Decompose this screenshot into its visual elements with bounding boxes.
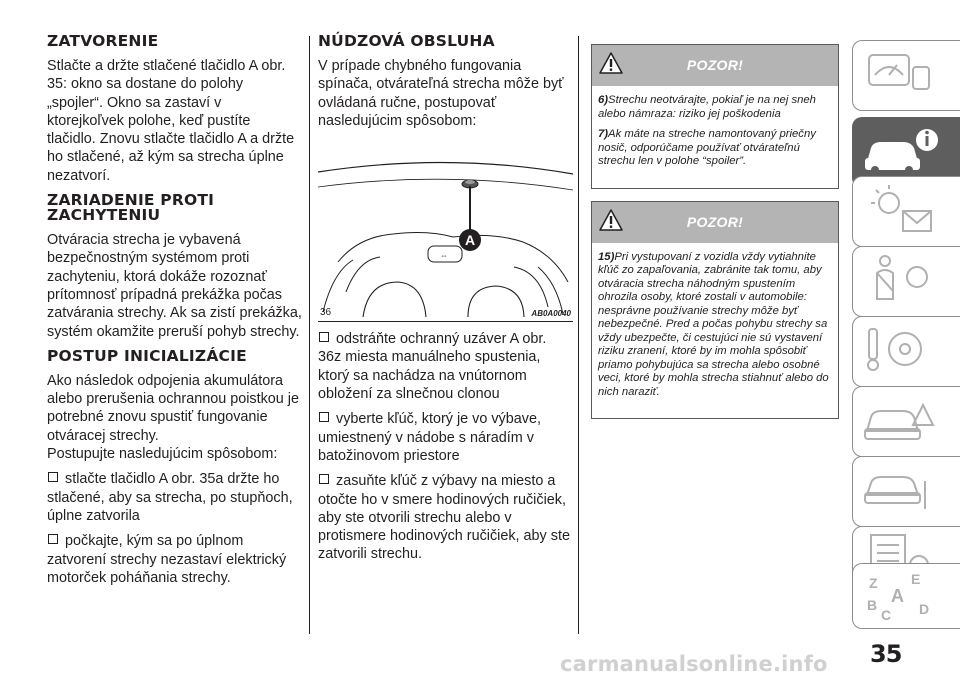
warning-body (592, 243, 838, 419)
column-right (591, 44, 839, 431)
warning-item: 15)Pri vystupovaní z vozidla vždy vytiahnite kľúč zo zapaľovania, zabránite tak tomu, aby otváracia strecha náhodným spustením ohrozila osoby, ktoré zostali v automobile: nesprávne používanie strechy môže byť nebezpečné. Pred a počas pohybu strechy sa vždy ubezpečte, či cestujúci nie sú vystavení riziku zranení, ktoré by im mohla spôsobiť priamo pohybujúca sa strecha alebo osobné veci, ktoré by mohla strecha stiahnuť alebo do nich naraziť. (598, 250, 829, 398)
warning-header (592, 202, 838, 243)
car-breakdown-icon (861, 391, 941, 451)
watermark: carmanualsonline.info (560, 652, 828, 676)
lights-mail-icon (861, 181, 941, 241)
list-item: počkajte, kým sa po úplnom zatvorení strechy nezastaví elektrický motorček poháňania strechy. (47, 533, 287, 586)
bullet-square-icon (319, 332, 329, 342)
list-item: vyberte kľúč, ktorý je vo výbave, umiestnený v nádobe s náradím v batožinovom priestore (318, 411, 541, 464)
figure-code: AB0A0040 (531, 309, 571, 319)
column-left (47, 34, 302, 587)
warning-title: POZOR! (686, 57, 744, 73)
column-divider (578, 36, 579, 634)
car-info-icon (861, 122, 941, 182)
tab-lights-mail[interactable] (852, 176, 960, 247)
car-jack-icon (861, 461, 941, 521)
svg-text:C: C (881, 607, 892, 623)
anti-pinch-text: Otváracia strecha je vybavená bezpečnostným systémom proti zachyteniu, ktorá dokáže rozoznať prítomnosť prípadná prekážka počas zatvárania strechy. Ak sa zistí prekážka, systém okamžite preruší pohyb strechy. (47, 232, 302, 340)
svg-text:Z: Z (869, 575, 878, 591)
warning-item: 6)Strechu neotvárajte, pokiaľ je na nej sneh alebo námraza: riziko jej poškodenia (598, 94, 816, 120)
tab-maintenance[interactable] (852, 456, 960, 527)
tab-safety[interactable] (852, 246, 960, 317)
warning-title: POZOR! (686, 213, 744, 230)
initialization-text: Ako následok odpojenia akumulátora alebo prerušenia ochrannou poistkou je potrebné znovu spustiť fungovanie otváracej strechy. (47, 372, 300, 444)
warning-box (591, 44, 839, 189)
section-title-anti-pinch-1: ZARIADENIE PROTI (47, 191, 215, 210)
svg-text:D: D (919, 601, 930, 617)
list-item: stlačte tlačidlo A obr. 35a držte ho stlačené, aby sa strecha, po stupňoch, úplne zatvorila (47, 471, 293, 524)
seatbelt-airbag-icon (861, 251, 941, 311)
bullet-square-icon (48, 534, 58, 544)
alphabet-index-icon (861, 568, 941, 624)
callout-a: A (465, 232, 476, 249)
figure-sunroof-manual (318, 142, 573, 322)
bullet-square-icon (319, 412, 329, 422)
roof-interior-illustration (318, 142, 573, 322)
list-item: odstráňte ochranný uzáver A obr. 36z miesta manuálneho spustenia, ktorý sa nachádza na vnútornom obložení za slnečnou clonou (318, 331, 547, 403)
column-middle (318, 34, 573, 564)
section-title-anti-pinch-2: ZACHYTENIU (47, 206, 161, 225)
bullet-square-icon (48, 472, 58, 482)
closing-text: Stlačte a držte stlačené tlačidlo A obr. 35: okno sa dostane do polohy „spojler“. Okno sa zastaví v ktorejkoľvek polohe, keď pustíte tlačidlo. Znovu stlačte tlačidlo A a držte ho stlačené, až kým sa strecha úplne nezatvorí. (47, 58, 295, 184)
tab-driving[interactable] (852, 316, 960, 387)
bullet-square-icon (319, 474, 329, 484)
initialization-text-2: Postupujte nasledujúcim spôsobom: (47, 446, 278, 463)
tab-index[interactable] (852, 563, 960, 629)
section-title-closing: ZATVORENIE (47, 32, 159, 50)
svg-text:B: B (867, 597, 878, 613)
dashboard-icon (861, 45, 941, 105)
warning-box (591, 201, 839, 420)
list-item: zasuňte kľúč z výbavy na miesto a otočte ho v smere hodinových ručičiek, aby ste otvorili strechu alebo v protismere hodinových ručičiek, aby ste zatvorili strechu. (318, 473, 570, 563)
warning-header (592, 45, 838, 86)
emergency-intro: V prípade chybného fungovania spínača, otvárateľná strecha môže byť ovládaná ručne, postupovať nasledujúcim spôsobom: (318, 58, 564, 129)
tab-breakdown[interactable] (852, 386, 960, 457)
section-title-initialization: POSTUP INICIALIZÁCIE (47, 346, 247, 365)
steering-key-icon (861, 321, 941, 381)
warning-body (592, 86, 838, 188)
column-divider (309, 36, 310, 634)
section-title-emergency: NÚDZOVÁ OBSLUHA (318, 32, 495, 50)
page-number: 35 (870, 640, 902, 668)
tab-dashboard[interactable] (852, 40, 960, 111)
figure-number: 36 (320, 307, 332, 319)
svg-text:E: E (911, 571, 921, 587)
svg-text:⇔: ⇔ (440, 251, 448, 261)
warning-item: 7)Ak máte na streche namontovaný priečny nosič, odporúčame používať otvárateľnú strechu len v polohe “spoiler”. (598, 128, 816, 167)
svg-text:A: A (891, 586, 904, 606)
